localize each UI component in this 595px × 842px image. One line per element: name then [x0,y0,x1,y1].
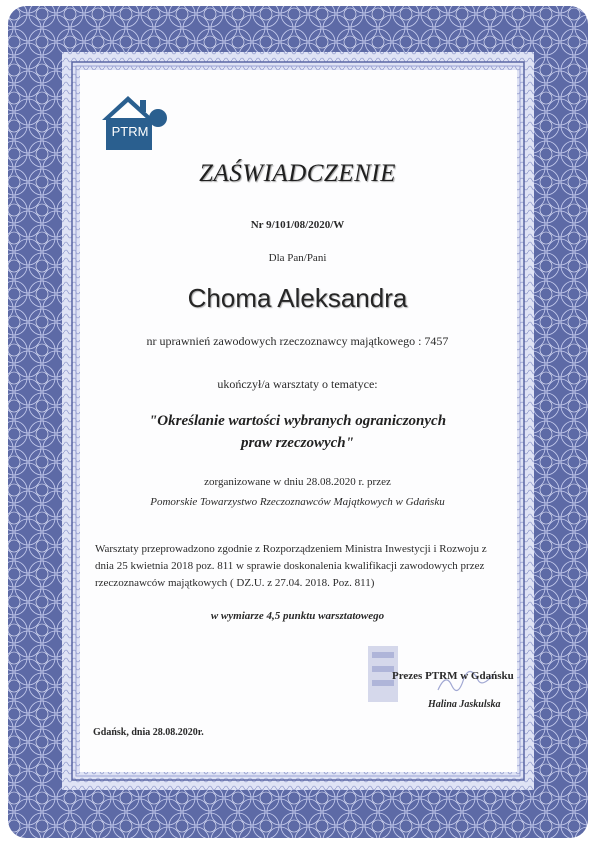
certificate-title: ZAŚWIADCZENIE [199,160,396,187]
logo-label: PTRM [111,124,149,139]
certificate-number: Nr 9/101/08/2020/W [250,219,345,231]
organizer-name: Pomorskie Towarzystwo Rzeczoznawców Majątkowych w Gdańsku [150,496,445,508]
place-and-date: Gdańsk, dnia 28.08.2020r. [93,727,204,738]
signatory-title: Prezes PTRM w Gdańsku [392,670,514,682]
licence-number-line: nr uprawnień zawodowych rzeczoznawcy majątkowego : 7457 [146,334,449,348]
topic-line-2: praw rzeczowych" [241,435,354,451]
recipient-name: Choma Aleksandra [187,283,408,313]
recipient-intro: Dla Pan/Pani [268,252,327,264]
house-icon [100,92,170,154]
legal-basis-text: Warsztaty przeprowadzono zgodnie z Rozporządzeniem Ministra Inwestycji i Rozwoju z dnia 25 kwietnia 2018 poz. 811 w sprawie doskonalenia kwalifikacji zawodowych przez rzeczoznawców majątkowych ( DZ.U. z 27.04. 2018. Poz. 811) [95,543,487,589]
completed-workshop-line: ukończył/a warsztaty o tematyce: [217,377,378,391]
workshop-topic [0,410,595,454]
organized-date-line: zorganizowane w dniu 28.08.2020 r. przez [204,476,391,488]
points-scope-line: w wymiarze 4,5 punktu warsztatowego [210,610,385,622]
topic-line-1: "Określanie wartości wybranych ograniczonych [148,413,447,429]
signatory-name: Halina Jaskulska [428,699,501,710]
